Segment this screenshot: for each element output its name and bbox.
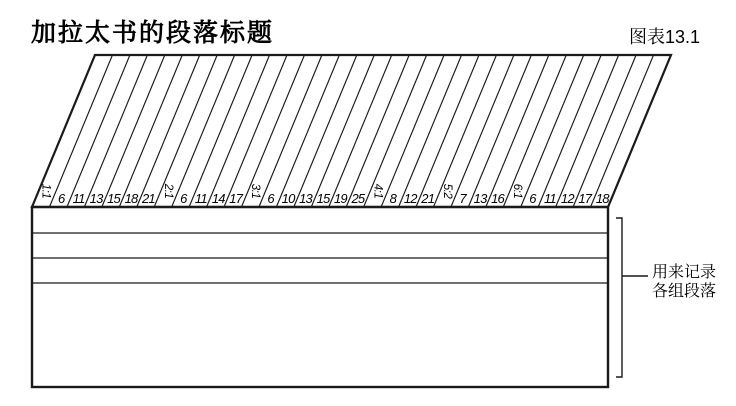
hatch-line [189,55,252,207]
hatch-line [294,55,357,207]
chapter-label: 3:1 [249,183,262,199]
hatch-line [591,55,654,207]
verse-label: 12 [560,191,574,206]
verse-label: 8 [389,191,397,206]
hatch-line [49,55,112,207]
verse-label: 13 [299,191,312,206]
verse-label: 18 [124,191,138,206]
annotation-line-2: 各组段落 [652,283,717,300]
hatch-line [556,55,619,207]
verse-label: 7 [459,191,466,206]
verse-label: 12 [403,191,417,206]
hatch-line [381,55,444,207]
hatch-line [102,55,165,207]
verse-label: 25 [351,191,365,206]
verse-label: 10 [281,191,295,206]
hatch-line [451,55,514,207]
verse-label: 21 [421,191,435,206]
verse-label: 11 [194,191,207,206]
verse-label: 18 [595,191,609,206]
verse-label: 11 [543,191,556,206]
verse-label: 15 [316,191,330,206]
hatch-line [67,55,130,207]
figure-number: 图表13.1 [629,27,701,47]
bracket-annotation [652,263,716,301]
chapter-label: 5:2 [441,183,454,199]
verse-label: 17 [229,191,243,206]
verse-label: 6 [180,191,187,206]
hatch-line [573,55,636,207]
verse-label: 13 [89,191,103,206]
hatch-line [172,55,235,207]
hatch-line [538,55,601,207]
annotation-bracket [616,218,622,377]
chapter-label: 4:1 [371,183,384,199]
chapter-label: 6:1 [511,183,523,199]
hatched-header-band [32,55,671,207]
verse-label: 15 [107,191,120,206]
chapter-label: 1:1 [39,183,52,199]
verse-label: 6 [57,191,65,206]
verse-label: 11 [72,191,85,206]
annotation-line-1: 用来记录 [652,264,717,281]
hatch-line [276,55,339,207]
verse-label: 13 [473,191,487,206]
verse-label: 16 [491,191,504,206]
hatch-line [311,55,374,207]
hatch-line [521,55,584,207]
verse-label: 21 [142,191,155,206]
page-title: 加拉太书的段落标题 [31,19,275,47]
hatch-line [84,55,147,207]
chapter-label: 2:1 [161,183,174,199]
verse-label: 14 [211,191,225,206]
verse-label: 17 [578,191,592,206]
verse-label: 6 [267,191,274,206]
verse-label: 6 [529,191,536,206]
recording-box [32,207,608,387]
hatch-line [259,55,322,207]
verse-label: 19 [334,191,347,206]
